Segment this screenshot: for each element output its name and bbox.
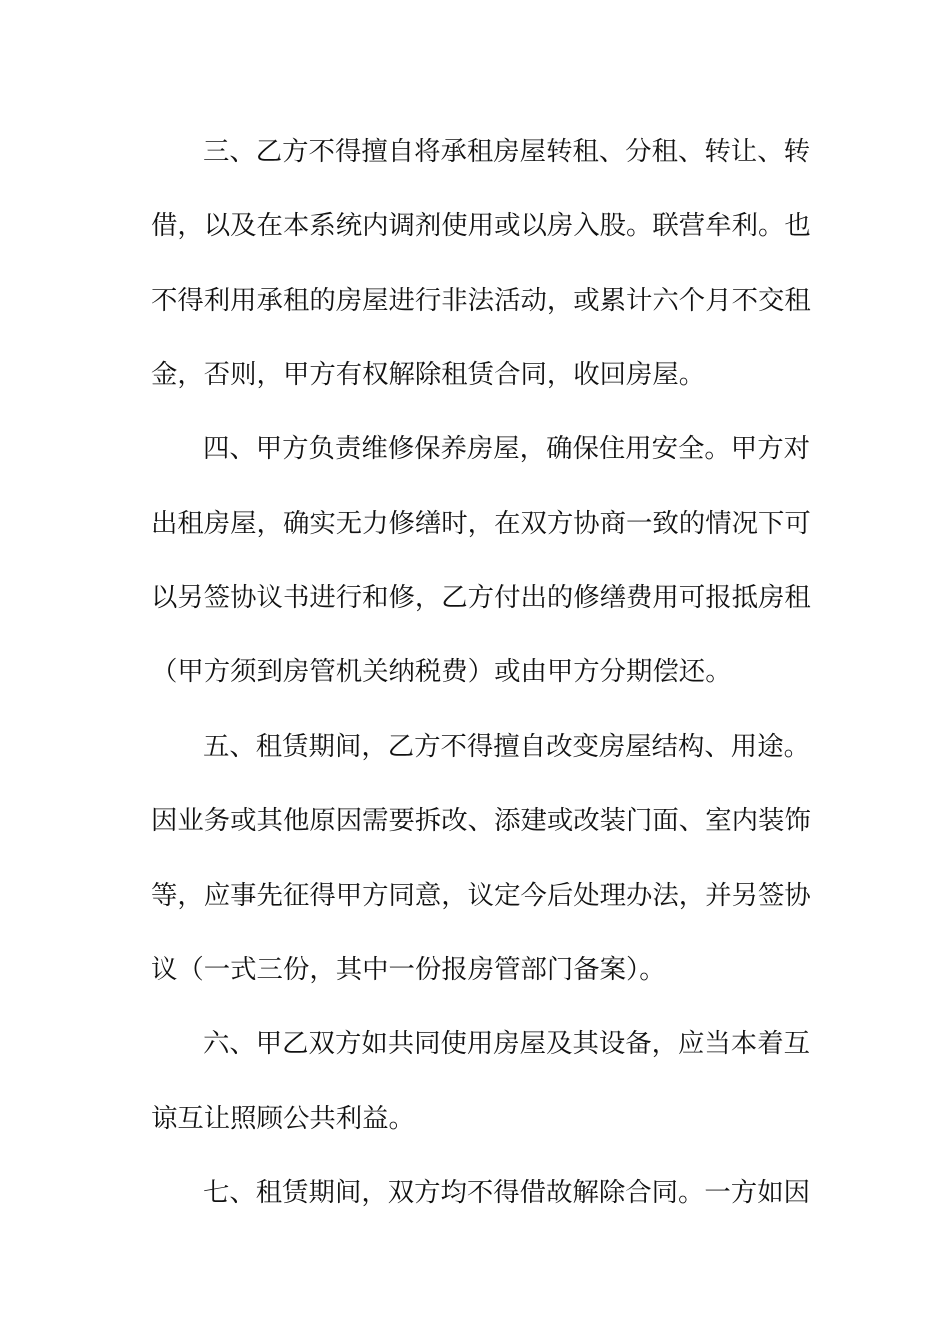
text-line: 以另签协议书进行和修，乙方付出的修缮费用可报抵房租 — [151, 582, 811, 613]
text-line: 五、租赁期间，乙方不得擅自改变房屋结构、用途。 — [203, 731, 810, 762]
text-line: 借，以及在本系统内调剂使用或以房入股。联营牟利。也 — [151, 210, 811, 241]
text-line: 七、租赁期间，双方均不得借故解除合同。一方如因 — [203, 1177, 810, 1208]
text-line: 六、甲乙双方如共同使用房屋及其设备，应当本着互 — [203, 1028, 810, 1059]
text-line: 谅互让照顾公共利益。 — [151, 1103, 415, 1134]
text-line: 出租房屋，确实无力修缮时，在双方协商一致的情况下可 — [151, 508, 811, 539]
text-line: 四、甲方负责维修保养房屋，确保住用安全。甲方对 — [203, 433, 810, 464]
text-line: （甲方须到房管机关纳税费）或由甲方分期偿还。 — [151, 656, 732, 687]
text-line: 议（一式三份，其中一份报房管部门备案）。 — [151, 954, 666, 985]
text-line: 因业务或其他原因需要拆改、添建或改装门面、室内装饰 — [151, 805, 811, 836]
text-line: 金，否则，甲方有权解除租赁合同，收回房屋。 — [151, 359, 706, 390]
text-line: 三、乙方不得擅自将承租房屋转租、分租、转让、转 — [203, 136, 810, 167]
text-line: 等，应事先征得甲方同意，议定今后处理办法，并另签协 — [151, 880, 811, 911]
text-line: 不得利用承租的房屋进行非法活动，或累计六个月不交租 — [151, 285, 811, 316]
